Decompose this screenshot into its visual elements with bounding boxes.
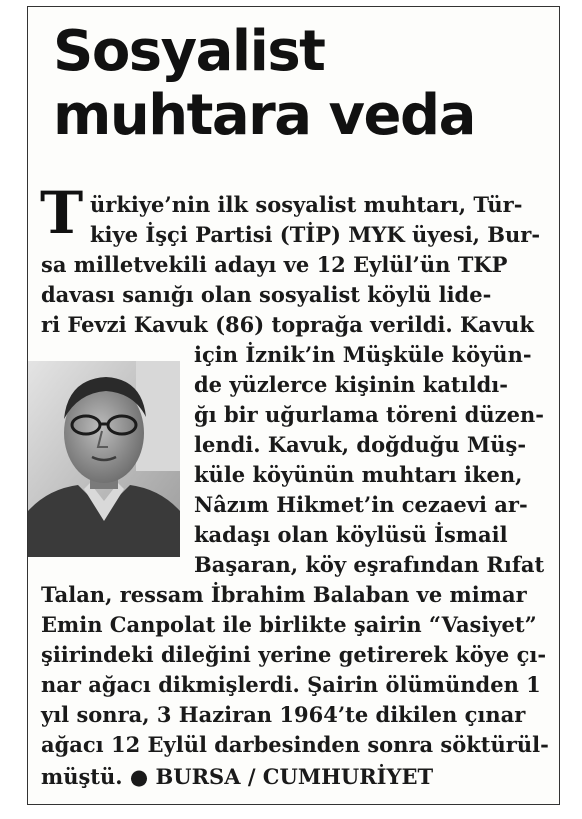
body-line-3: sa milletvekili adayı ve 12 Eylül’ün TKP: [41, 252, 508, 277]
body-line-5: ri Fevzi Kavuk (86) toprağa verildi. Kavuk: [41, 312, 534, 337]
body-line-7: de yüzlerce kişinin katıldı-: [194, 372, 508, 397]
body-line-17: nar ağacı dikmişlerdi. Şairin ölümünden 1: [41, 672, 541, 697]
body-line-20: [41, 762, 433, 792]
body-line-18: yıl sonra, 3 Haziran 1964’te dikilen çınar: [41, 702, 526, 727]
body-line-4: davası sanığı olan sosyalist köylü lide-: [41, 282, 492, 307]
drop-cap: T: [40, 179, 84, 247]
body-line-14: Talan, ressam İbrahim Balaban ve mimar: [41, 582, 527, 607]
body-line-2: kiye İşçi Partisi (TİP) MYK üyesi, Bur-: [90, 222, 541, 247]
portrait-photo: [28, 361, 180, 557]
body-line-19: ağacı 12 Eylül darbesinden sonra söktürül-: [41, 732, 549, 757]
body-line-20-text: müştü.: [41, 764, 123, 789]
headline-line-2: muhtara veda: [53, 83, 475, 148]
body-line-15: Emin Canpolat ile birlikte şairin “Vasiyet”: [41, 612, 537, 637]
headline-line-1: Sosyalist: [53, 19, 325, 84]
body-line-9: lendi. Kavuk, doğduğu Müş-: [194, 432, 527, 457]
newspaper-clipping: [27, 6, 560, 805]
body-line-11: Nâzım Hikmet’in cezaevi ar-: [194, 492, 528, 517]
body-line-6: için İznik’in Müşküle köyün-: [194, 342, 532, 367]
body-line-1: ürkiye’nin ilk sosyalist muhtarı, Tür-: [90, 192, 523, 217]
headline: [53, 20, 553, 148]
body-line-8: ğı bir uğurlama töreni düzen-: [194, 402, 544, 427]
body-line-13: Başaran, köy eşrafından Rıfat: [194, 552, 545, 577]
body-line-16: şiirindeki dileğini yerine getirerek köye çı-: [41, 642, 547, 667]
source-credit: ● BURSA / CUMHURİYET: [129, 764, 434, 789]
portrait-illustration: [28, 361, 180, 557]
body-line-10: küle köyünün muhtarı iken,: [194, 462, 523, 487]
body-line-12: kadaşı olan köylüsü İsmail: [194, 522, 508, 547]
